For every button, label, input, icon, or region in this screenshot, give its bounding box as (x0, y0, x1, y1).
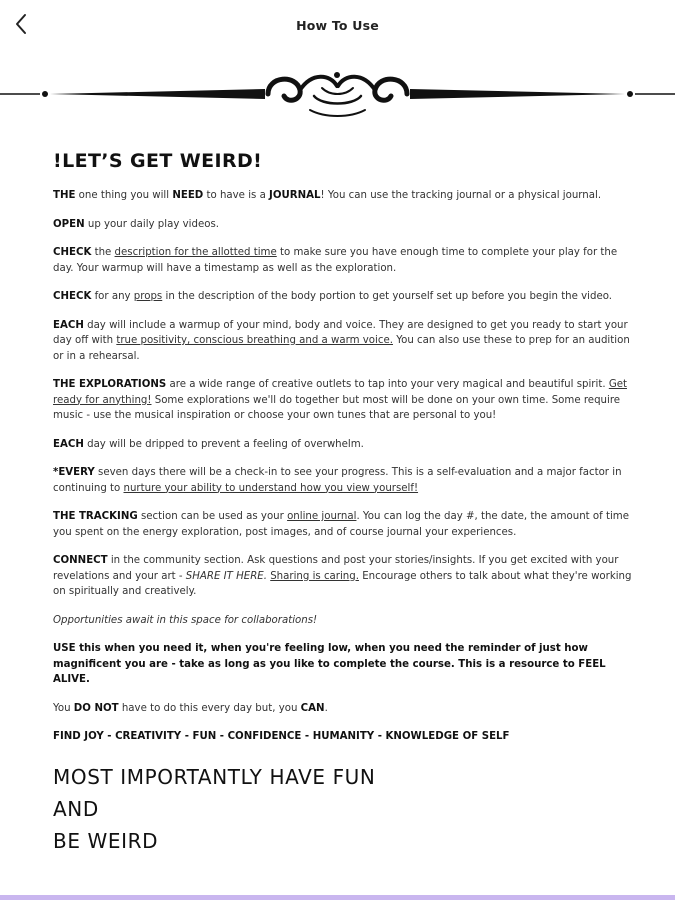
paragraph-tracking: THE TRACKING section can be used as your online journal. You can log the day #, the date, the amount of time you spent on the energy exploration, post images, and of course journal your experiences. (53, 511, 629, 538)
paragraph-connect: CONNECT in the community section. Ask questions and post your stories/insights. If you get excited with your revelations and your art - SHARE IT HERE. Sharing is caring. Encourage others to talk about what they're working on spiritually and creatively. (53, 555, 632, 597)
paragraph-warmup: EACH day will include a warmup of your mind, body and voice. They are designed to get you ready to start your day off with true positivity, conscious breathing and a warm voice. You can also use these to prep for an audition or in a rehearsal. (53, 319, 630, 362)
page-title: How To Use (296, 18, 379, 33)
paragraph-check-time: CHECK the description for the allotted time to make sure you have enough time to complete your play for the day. Your warmup will have a timestamp as well as the exploration. (53, 247, 618, 274)
closing-line-2: AND (53, 796, 99, 821)
paragraph-journal: THE one thing you will NEED to have is a JOURNAL! You can use the tracking journal or a physical journal. (53, 190, 602, 201)
paragraph-check-in: *EVERY seven days there will be a check-in to see your progress. This is a self-evaluation and a major factor in continuing to nurture your ability to understand how you view yourself! (53, 467, 622, 494)
paragraph-open: OPEN up your daily play videos. (53, 218, 219, 230)
closing-line-3: BE WEIRD (53, 828, 159, 853)
bottom-accent-bar (0, 895, 675, 900)
paragraph-dripped: EACH day will be dripped to prevent a feeling of overwhelm. (53, 438, 364, 450)
paragraph-explorations: THE EXPLORATIONS are a wide range of creative outlets to tap into your very magical and beautiful spirit. Get ready for anything! Some explorations we'll do together but most will be done on your own time. Some require music - use the musical inspiration or choose your own tunes that are personal to you! (53, 379, 627, 421)
paragraph-use-this: USE this when you need it, when you're feeling low, when you need the reminder of just how magnificent you are - take as long as you like to complete the course. This is a resource to FEEL ALIVE. (53, 643, 606, 685)
ornamental-divider (0, 66, 675, 122)
top-bar (0, 0, 675, 52)
paragraph-find-joy: FIND JOY - CREATIVITY - FUN - CONFIDENCE - HUMANITY - KNOWLEDGE OF SELF (53, 731, 510, 742)
instructions-content (53, 150, 633, 857)
main-heading: !LET’S GET WEIRD! (53, 150, 263, 172)
paragraph-do-not: You DO NOT have to do this every day but, you CAN. (53, 702, 328, 714)
closing-line-1: MOST IMPORTANTLY HAVE FUN (53, 764, 376, 789)
paragraph-check-props: CHECK for any props in the description of the body portion to get yourself set up before you begin the video. (53, 291, 613, 302)
paragraph-opportunities: Opportunities await in this space for collaborations! (53, 614, 318, 626)
